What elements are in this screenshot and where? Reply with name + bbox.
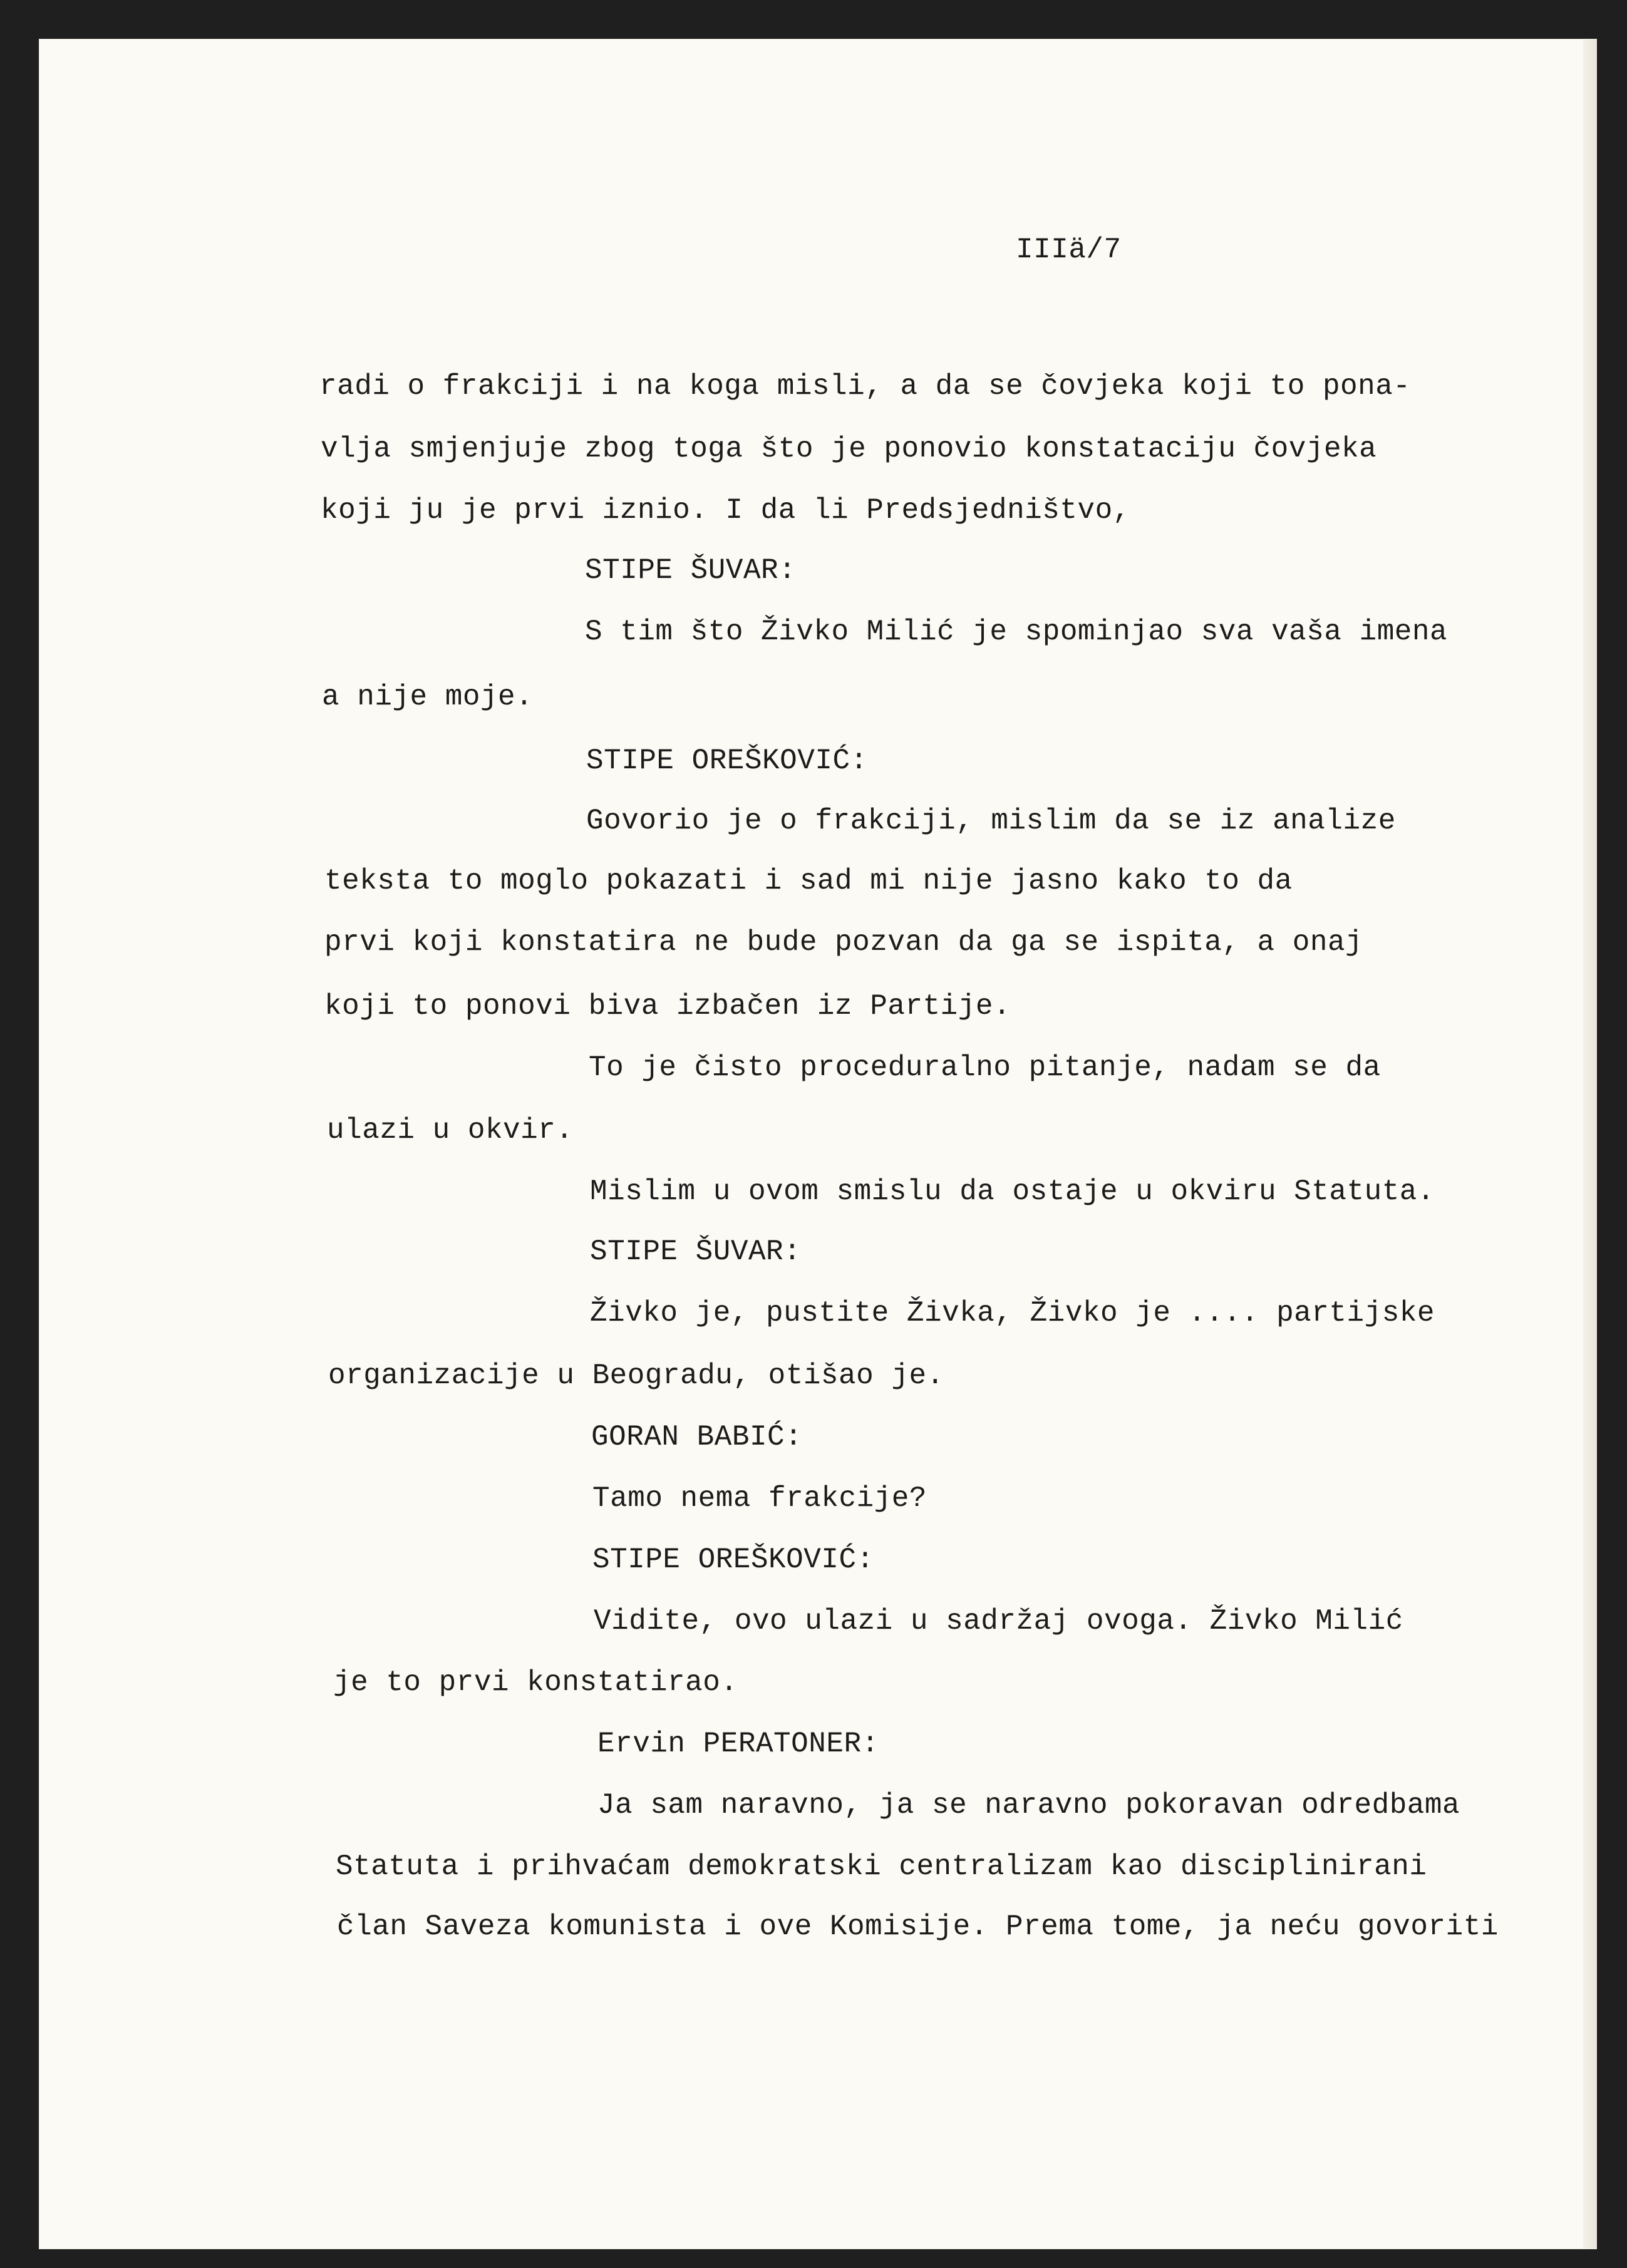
text-line: ulazi u okvir. [327,1114,574,1147]
text-line: Tamo nema frakcije? [592,1482,927,1515]
text-line: je to prvi konstatirao. [333,1666,738,1699]
page-edge [1583,39,1597,2249]
text-line: Živko je, pustite Živka, Živko je .... partijske [590,1297,1435,1329]
speaker-name: Ervin PERATONER: [597,1728,879,1760]
text-line: koji ju je prvi iznio. I da li Predsjedništvo, [321,494,1130,527]
text-line: član Saveza komunista i ove Komisije. Prema tome, ja neću govoriti [337,1910,1499,1943]
text-line: vlja smjenjuje zbog toga što je ponovio konstataciju čovjeka [321,433,1377,465]
text-line: Mislim u ovom smislu da ostaje u okviru Statuta. [590,1175,1435,1208]
text-line: To je čisto proceduralno pitanje, nadam se da [589,1051,1381,1084]
speaker-name: STIPE ŠUVAR: [590,1235,802,1268]
text-line: a nije moje. [322,681,534,713]
text-line: prvi koji konstatira ne bude pozvan da ga se ispita, a onaj [324,926,1363,959]
text-line: Statuta i prihvaćam demokratski centralizam kao disciplinirani [336,1850,1427,1883]
text-line: koji to ponovi biva izbačen iz Partije. [324,990,1011,1023]
text-line: teksta to moglo pokazati i sad mi nije jasno kako to da [324,865,1293,897]
document-page [39,39,1597,2249]
page-number: IIIä/7 [1016,234,1122,266]
speaker-name: STIPE ŠUVAR: [585,554,797,587]
speaker-name: STIPE OREŠKOVIĆ: [592,1544,874,1576]
text-line: organizacije u Beogradu, otišao je. [328,1359,944,1392]
text-line: Ja sam naravno, ja se naravno pokoravan odredbama [597,1789,1460,1822]
text-line: Vidite, ovo ulazi u sadržaj ovoga. Živko Milić [594,1605,1403,1637]
speaker-name: GORAN BABIĆ: [591,1421,803,1453]
text-line: S tim što Živko Milić je spominjao sva vaša imena [585,616,1448,648]
text-line: radi o frakciji i na koga misli, a da se čovjeka koji to pona- [319,370,1411,403]
text-line: Govorio je o frakciji, mislim da se iz analize [586,805,1396,837]
speaker-name: STIPE OREŠKOVIĆ: [586,745,868,777]
